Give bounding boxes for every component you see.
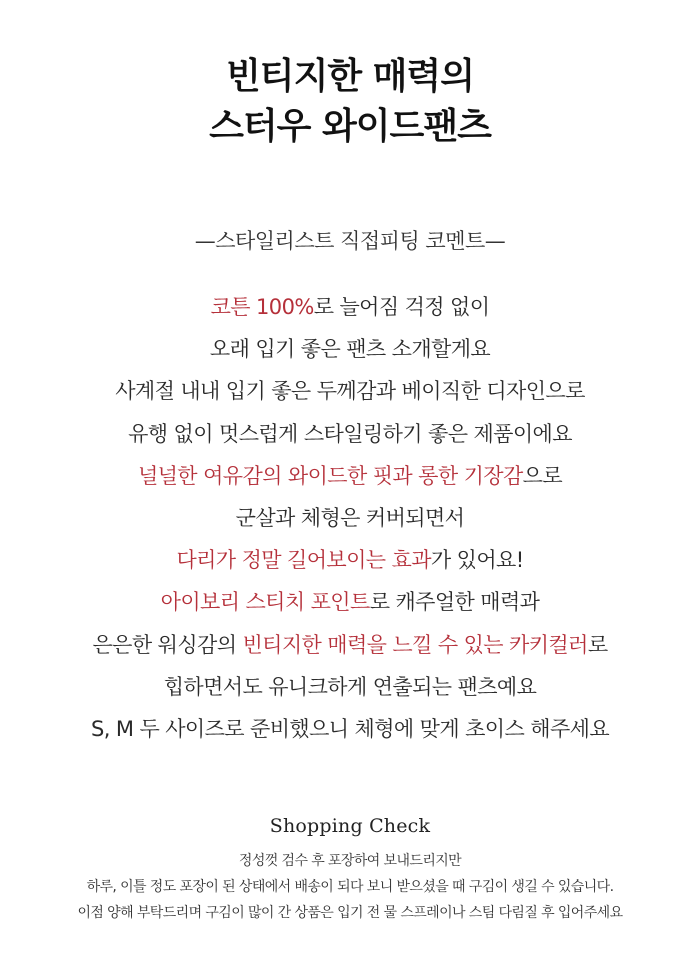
- product-title: [0, 52, 700, 152]
- stylist-comment-line: [0, 581, 700, 623]
- shopping-check-line: 하루, 이틀 정도 포장이 된 상태에서 배송이 되다 보니 받으셨을 때 구김이 생길 수 있습니다.: [86, 879, 614, 895]
- stylist-comment-line: [0, 413, 700, 455]
- comment-text: 오래 입기 좋은 팬츠 소개할게요: [209, 337, 491, 362]
- comment-text: 로 늘어짐 걱정 없이: [313, 295, 490, 319]
- stylist-comment-line: [0, 328, 700, 370]
- comment-text: 으로: [522, 463, 563, 488]
- comment-text: 로: [587, 632, 608, 657]
- stylist-comment-line: [0, 370, 700, 412]
- shopping-check-line: 이점 양해 부탁드리며 구김이 많이 간 상품은 입기 전 물 스프레이나 스팀 다림질 후 입어주세요: [77, 905, 623, 921]
- product-title-line-1: 빈티지한 매력의: [226, 56, 474, 97]
- comment-text: S, M 두 사이즈로 준비했으니 체형에 맞게 초이스 해주세요: [90, 716, 610, 741]
- comment-text: 가 있어요!: [430, 548, 524, 573]
- comment-text: 힙하면서도 유니크하게 연출되는 팬츠예요: [163, 674, 537, 699]
- comment-text: 로 캐주얼한 매력과: [369, 590, 540, 615]
- highlighted-text: 다리가 정말 길어보이는 효과: [176, 548, 431, 573]
- shopping-check-line: 정성껏 검수 후 포장하여 보내드리지만: [238, 853, 462, 869]
- stylist-comment-line: [0, 624, 700, 666]
- stylist-comment-line: [0, 666, 700, 708]
- product-title-line-2: 스터우 와이드팬츠: [209, 106, 491, 147]
- stylist-comment-line: [0, 286, 700, 328]
- stylist-comment-heading: —스타일리스트 직접피팅 코멘트—: [194, 229, 506, 253]
- stylist-comment-list: [0, 286, 700, 750]
- comment-text: 유행 없이 멋스럽게 스타일링하기 좋은 제품이에요: [128, 421, 572, 446]
- comment-text: 사계절 내내 입기 좋은 두께감과 베이직한 디자인으로: [115, 379, 585, 404]
- stylist-comment-line: [0, 539, 700, 581]
- highlighted-text: 빈티지한 매력을 느낄 수 있는 카키컬러: [242, 632, 588, 657]
- shopping-check-notes: [0, 848, 700, 926]
- highlighted-text: 아이보리 스티치 포인트: [160, 590, 370, 615]
- highlighted-text: 널널한 여유감의 와이드한 핏과 롱한 기장감: [137, 463, 523, 488]
- highlighted-text: 코튼 100%: [210, 295, 314, 319]
- shopping-check-title: Shopping Check: [269, 815, 431, 837]
- comment-text: 은은한 워싱감의: [92, 632, 243, 657]
- stylist-comment-line: [0, 497, 700, 539]
- stylist-comment-line: [0, 708, 700, 750]
- stylist-comment-line: [0, 455, 700, 497]
- comment-text: 군살과 체형은 커버되면서: [235, 505, 465, 530]
